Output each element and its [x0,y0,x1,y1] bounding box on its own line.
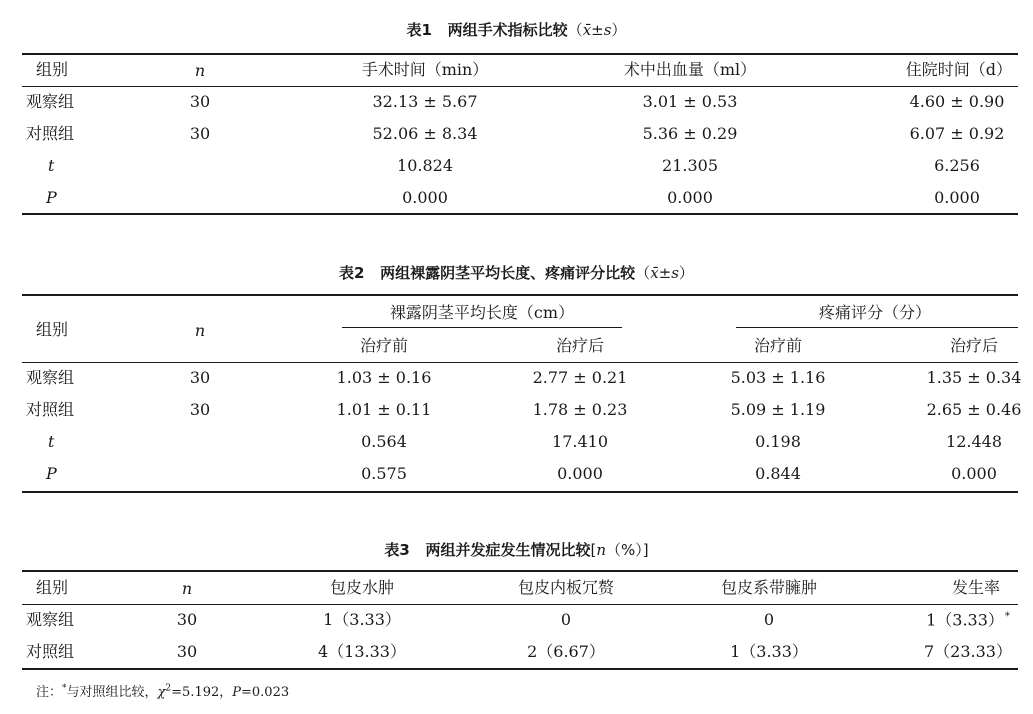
table2-sub-length-after: 治疗后 [555,336,605,355]
table2-stat-symbol: x̄±s [650,264,679,282]
table2-header-n: n [194,321,206,340]
table1-header-blood-loss: 术中出血量（ml） [623,60,757,79]
table3-header-edema: 包皮水肿 [329,578,395,597]
table1-header-hospital-days: 住院时间（d） [905,60,1012,79]
table1-row-obs-op-time: 32.13 ± 5.67 [372,92,478,111]
table2-sub-pain-after: 治疗后 [949,336,999,355]
table2-title: 两组裸露阴茎平均长度、疼痛评分比较 [380,264,636,282]
table2-row-p-length-before: 0.575 [361,464,407,483]
table1-row-obs-label: 观察组 [26,92,75,111]
table2-number: 表2 [339,264,365,282]
table3-row-ctrl-frenulum: 1（3.33） [730,642,808,661]
table2-pain-underline [736,327,1018,328]
table3-title: 两组并发症发生情况比较 [425,541,591,559]
table2-row-ctrl-label: 对照组 [26,400,75,419]
table2-row-t-pain-after: 12.448 [946,432,1002,451]
table1-row-ctrl-op-time: 52.06 ± 8.34 [372,124,478,143]
table1-stat-symbol: x̄±s [582,21,612,39]
table2-row-ctrl-pain-after: 2.65 ± 0.46 [926,400,1022,419]
table1-row-t-days: 6.256 [934,156,980,175]
table2-bottom-rule [22,491,1018,493]
table2-row-ctrl-length-after: 1.78 ± 0.23 [532,400,628,419]
table3-header-rule [22,604,1018,605]
table1-row-obs-blood: 3.01 ± 0.53 [642,92,738,111]
table1-row-p-days: 0.000 [934,188,980,207]
table1-header-group: 组别 [36,60,69,79]
table3-row-obs-rate: 1（3.33）* [926,610,1010,630]
table3-row-obs-n: 30 [176,610,198,629]
table3-header-group: 组别 [36,578,69,597]
significance-star: * [1004,611,1010,622]
table1-row-ctrl-n: 30 [189,124,211,143]
table1-row-t-label: t [48,156,55,175]
table2-row-t-length-after: 17.410 [552,432,608,451]
table1-header-rule [22,86,1018,87]
table3-row-ctrl-n: 30 [176,642,198,661]
table2-group-pain: 疼痛评分（分） [818,303,932,322]
table1-row-obs-n: 30 [189,92,211,111]
table2-row-ctrl-pain-before: 5.09 ± 1.19 [730,400,826,419]
table3-caption: 表3 两组并发症发生情况比较[n（%）] [384,541,649,559]
table2-sub-length-before: 治疗前 [359,336,409,355]
table3-header-rate: 发生率 [951,578,1000,597]
table2-top-rule [22,294,1018,296]
table1-row-ctrl-label: 对照组 [26,124,75,143]
table3-header-redundant: 包皮内板冗赘 [517,578,615,597]
table3-row-ctrl-rate: 7（23.33） [924,642,1012,661]
table1-top-rule [22,53,1018,55]
table2-row-obs-pain-before: 5.03 ± 1.16 [730,368,826,387]
table1-row-t-op-time: 10.824 [397,156,453,175]
table2-group-length: 裸露阴茎平均长度（cm） [389,303,575,322]
table1-row-p-op-time: 0.000 [402,188,448,207]
table1-number: 表1 [406,21,432,39]
table3-bottom-rule [22,668,1018,670]
table1-row-p-label: P [46,188,57,207]
table2-row-ctrl-n: 30 [189,400,211,419]
table2-row-p-length-after: 0.000 [557,464,603,483]
table2-row-obs-pain-after: 1.35 ± 0.34 [926,368,1022,387]
table2-row-t-length-before: 0.564 [361,432,407,451]
table3-row-obs-redundant: 0 [560,610,572,629]
table1-row-ctrl-blood: 5.36 ± 0.29 [642,124,738,143]
table3-footnote: 注：*与对照组比较，$\chi^2=5.192$，P=0.023 [36,683,290,700]
table2-row-obs-length-after: 2.77 ± 0.21 [532,368,628,387]
table1-row-t-blood: 21.305 [662,156,718,175]
table1-row-p-blood: 0.000 [667,188,713,207]
table3-row-ctrl-redundant: 2（6.67） [527,642,605,661]
table1-row-ctrl-days: 6.07 ± 0.92 [909,124,1005,143]
table3-row-obs-edema: 1（3.33） [323,610,401,629]
table2-length-underline [342,327,622,328]
table2-row-obs-n: 30 [189,368,211,387]
table2-row-obs-length-before: 1.03 ± 0.16 [336,368,432,387]
table2-row-t-label: t [48,432,55,451]
table2-row-ctrl-length-before: 1.01 ± 0.11 [336,400,432,419]
table3-row-ctrl-edema: 4（13.33） [318,642,406,661]
table3-row-ctrl-label: 对照组 [26,642,75,661]
table1-header-n: n [194,61,206,80]
table1-title: 两组手术指标比较 [447,21,568,39]
table1-row-obs-days: 4.60 ± 0.90 [909,92,1005,111]
table3-number: 表3 [384,541,410,559]
table2-caption: 表2 两组裸露阴茎平均长度、疼痛评分比较（x̄±s） [339,264,694,282]
table3-row-obs-label: 观察组 [26,610,75,629]
table2-row-obs-label: 观察组 [26,368,75,387]
table1-bottom-rule [22,213,1018,215]
table1-header-op-time: 手术时间（min） [361,60,489,79]
table2-row-p-pain-after: 0.000 [951,464,997,483]
table3-row-obs-frenulum: 0 [763,610,775,629]
table2-header-rule [22,362,1018,363]
table3-top-rule [22,570,1018,572]
table2-row-p-label: P [46,464,57,483]
table3-stat-symbol: n [596,541,607,559]
table2-header-group: 组别 [36,320,69,339]
table1-caption: 表1 两组手术指标比较（x̄±s） [406,21,627,39]
table2-row-p-pain-before: 0.844 [755,464,801,483]
table2-row-t-pain-before: 0.198 [755,432,801,451]
table3-header-frenulum: 包皮系带臃肿 [720,578,818,597]
table3-header-n: n [181,579,193,598]
table2-sub-pain-before: 治疗前 [753,336,803,355]
